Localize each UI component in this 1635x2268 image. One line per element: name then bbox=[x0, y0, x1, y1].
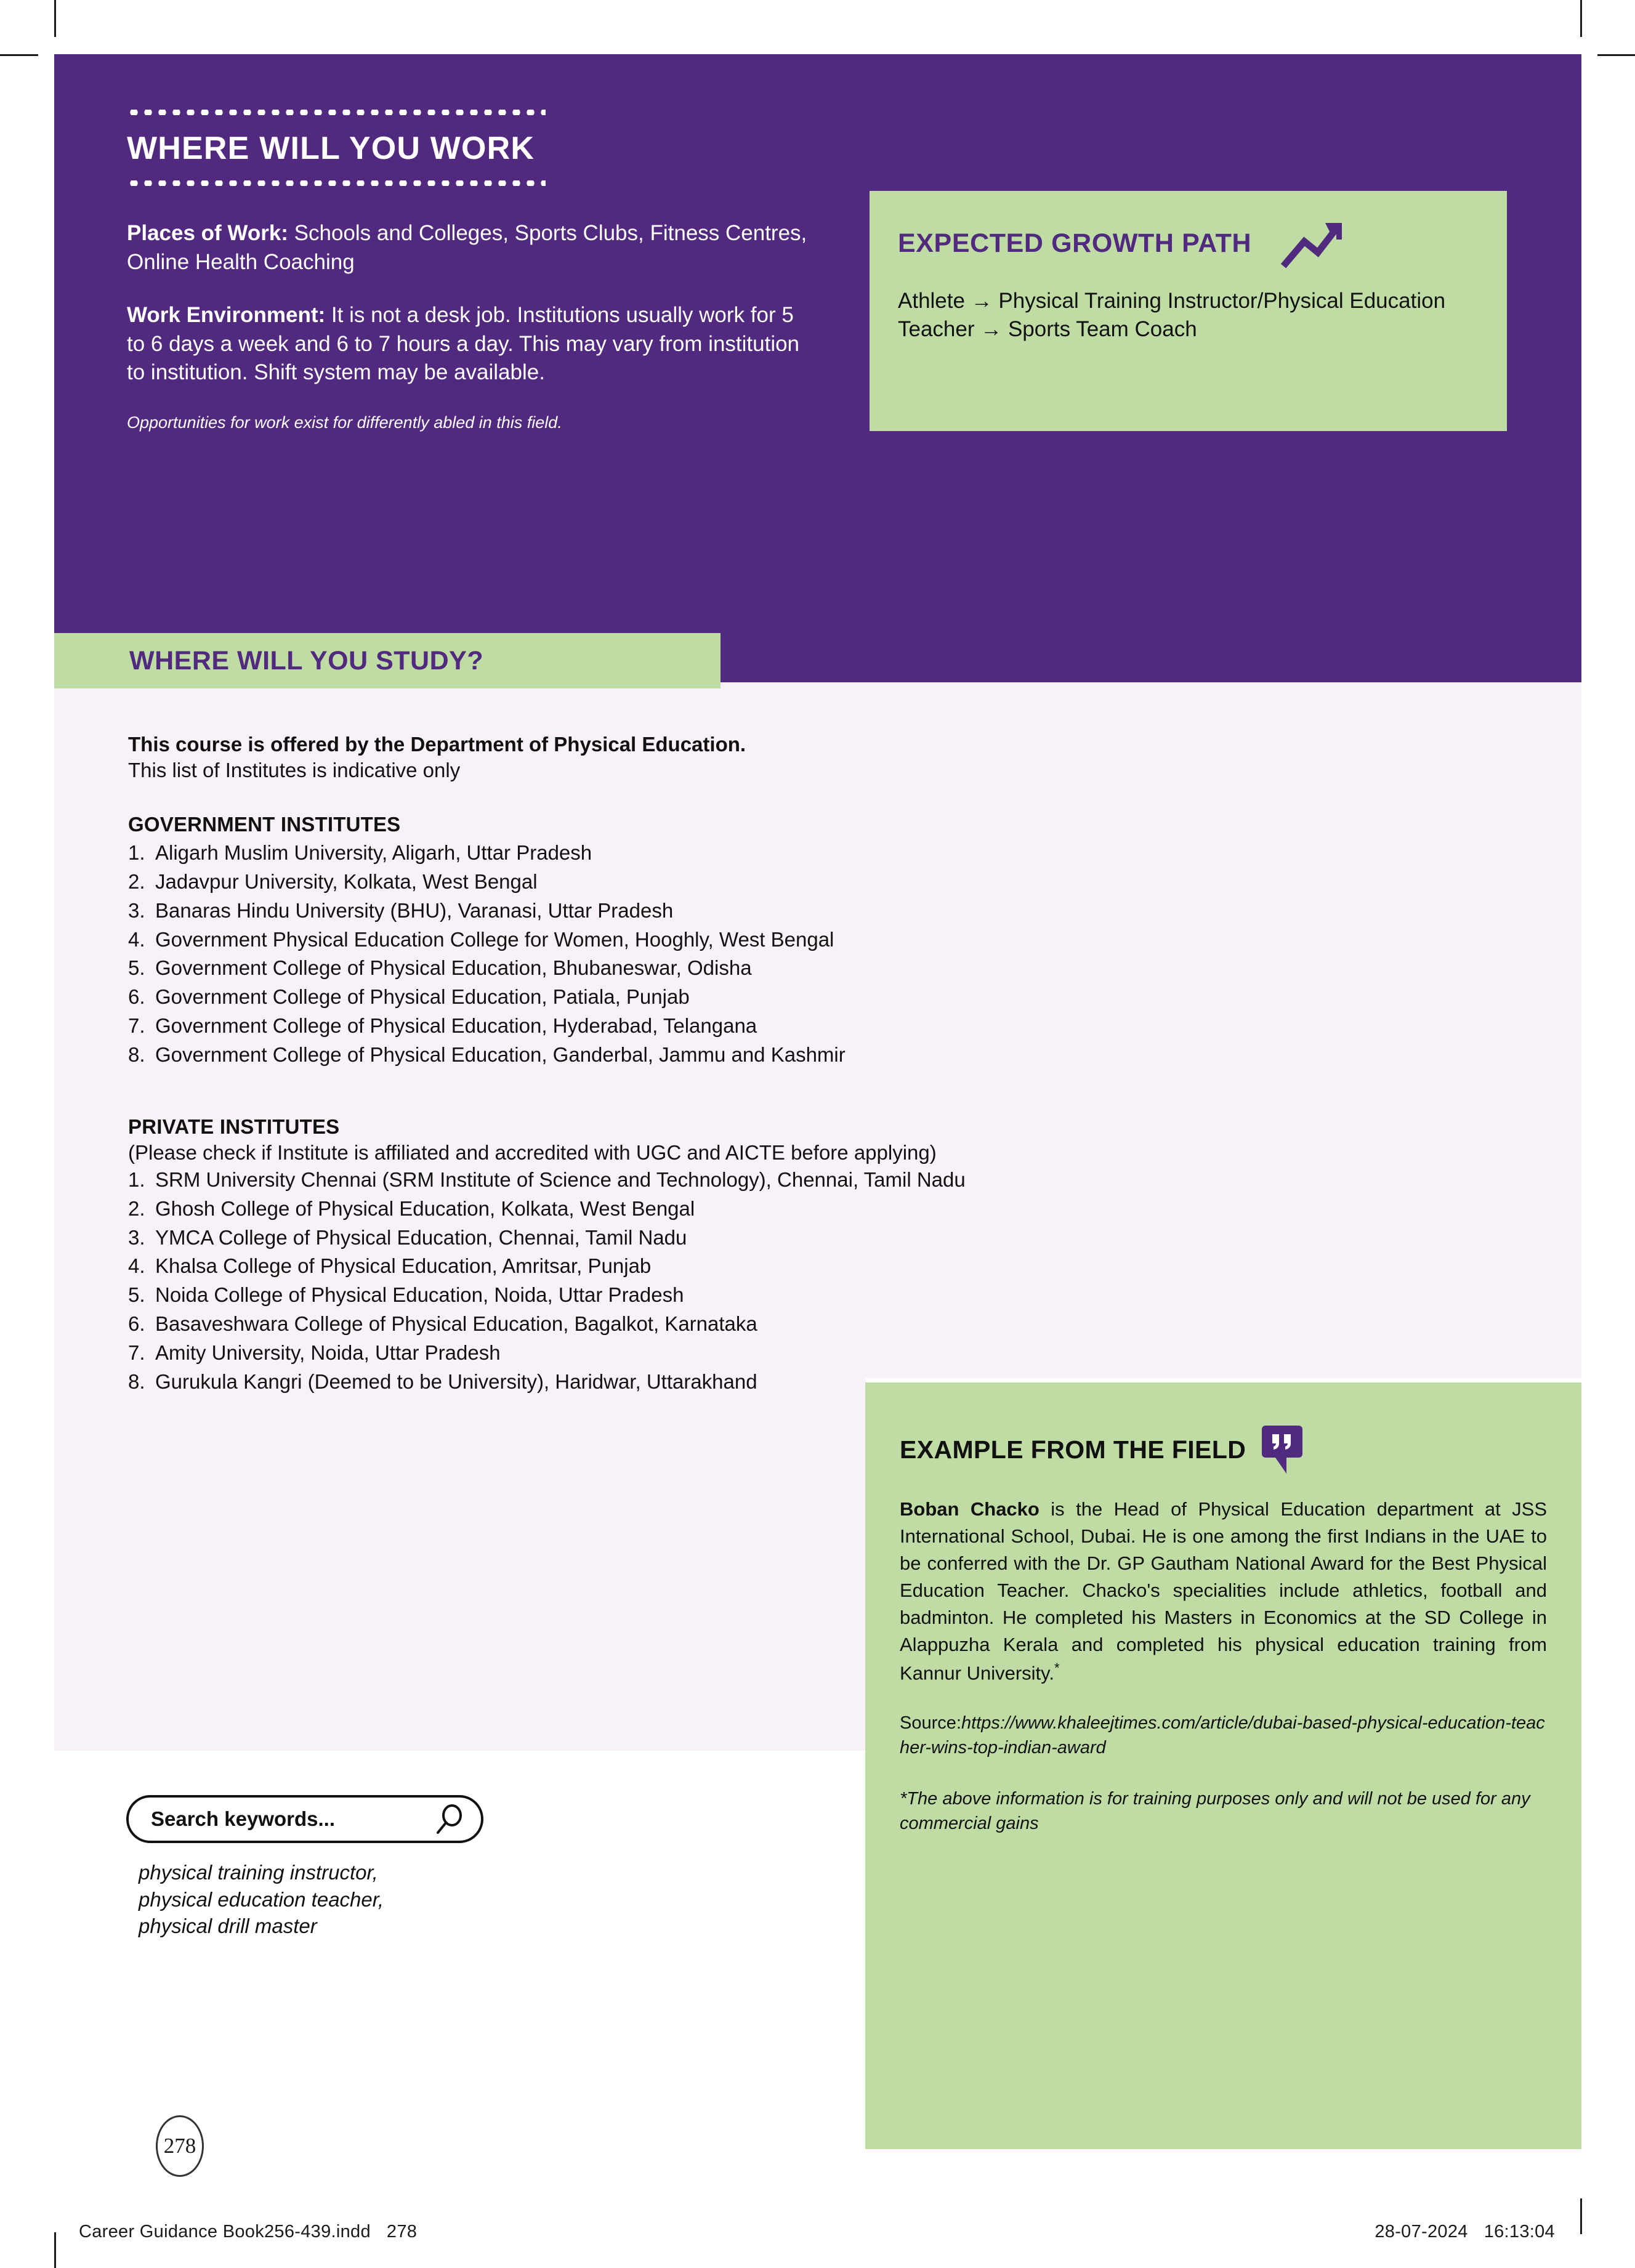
list-item-label: Basaveshwara College of Physical Education, Bagalkot, Karnataka bbox=[155, 1312, 757, 1336]
search-keyword-item: physical drill master bbox=[139, 1915, 317, 1938]
places-of-work-paragraph bbox=[127, 219, 810, 276]
list-item-label: Government College of Physical Education, Hyderabad, Telangana bbox=[155, 1014, 757, 1038]
list-item-number: 8. bbox=[128, 1370, 145, 1393]
list-item-number: 7. bbox=[128, 1341, 145, 1365]
list-item-label: Gurukula Kangri (Deemed to be University), Haridwar, Uttarakhand bbox=[155, 1370, 757, 1393]
work-environment-paragraph bbox=[127, 301, 810, 387]
list-item-number: 7. bbox=[128, 1014, 145, 1038]
list-item-number: 4. bbox=[128, 1254, 145, 1278]
crop-mark-top-right-horizontal bbox=[1597, 54, 1635, 56]
list-item bbox=[128, 1281, 1113, 1310]
list-item-label: Amity University, Noida, Uttar Pradesh bbox=[155, 1341, 501, 1365]
list-item-number: 3. bbox=[128, 1225, 145, 1249]
growth-path-text: Athlete → Physical Training Instructor/Physical Education Teacher → Sports Team Coach bbox=[898, 289, 1446, 341]
crop-mark-top-left-horizontal bbox=[0, 54, 38, 56]
search-keyword-list bbox=[139, 1859, 520, 1940]
indicative-list-note: This list of Institutes is indicative only bbox=[128, 759, 461, 781]
search-keyword-item: physical education teacher, bbox=[139, 1887, 384, 1911]
list-item bbox=[128, 1041, 1113, 1070]
list-item bbox=[128, 926, 1113, 954]
course-department-note: This course is offered by the Department of Physical Education. bbox=[128, 733, 746, 756]
dotted-rule-top bbox=[127, 110, 546, 115]
page-number-badge: 278 bbox=[156, 2115, 204, 2177]
work-environment-text: It is not a desk job. Institutions usually work for 5 to 6 days a week and 6 to 7 hours a day. This may vary from institution to institution. Shift system may be available. bbox=[127, 303, 800, 385]
list-item-number: 4. bbox=[128, 927, 145, 951]
list-item bbox=[128, 1166, 1113, 1195]
search-keyword-item: physical training instructor, bbox=[139, 1861, 378, 1884]
list-item bbox=[128, 1224, 1113, 1253]
government-institutes-heading: GOVERNMENT INSTITUTES bbox=[128, 813, 401, 836]
growth-path-header bbox=[898, 217, 1480, 270]
footer-date: 28-07-2024 bbox=[1375, 2222, 1468, 2242]
list-item bbox=[128, 868, 1113, 897]
places-of-work-label: Places of Work: bbox=[127, 221, 288, 245]
footer-file-page: 278 bbox=[386, 2222, 418, 2242]
list-item-label: Government College of Physical Education, Bhubaneswar, Odisha bbox=[155, 956, 752, 980]
example-field-text: is the Head of Physical Education department at JSS International School, Dubai. He is one among the first Indians in the UAE to be conferred with the Dr. GP Gautham National Award for the Best Physical Education Teacher. Chacko's specialities include athletics, football and badminton. He completed his Masters in Economics at the SD College in Alappuzha Kerala and completed his physical education training from Kannur University. bbox=[900, 1498, 1548, 1684]
list-item bbox=[128, 1252, 1113, 1281]
list-item-number: 8. bbox=[128, 1043, 145, 1067]
footer-file-info bbox=[79, 2222, 417, 2242]
list-item bbox=[128, 897, 1113, 926]
footer-file-name: Career Guidance Book256-439.indd bbox=[79, 2222, 371, 2242]
where-will-you-study-banner bbox=[54, 633, 721, 688]
study-content bbox=[128, 733, 1113, 1397]
search-keywords-section bbox=[126, 1795, 520, 1940]
page-title: WHERE WILL YOU WORK bbox=[127, 131, 535, 166]
accessibility-note: Opportunities for work exist for differently abled in this field. bbox=[127, 413, 562, 432]
crop-mark-top-left-vertical bbox=[54, 0, 56, 37]
list-item-label: Khalsa College of Physical Education, Amritsar, Punjab bbox=[155, 1254, 652, 1278]
list-item-number: 5. bbox=[128, 956, 145, 980]
list-item-number: 2. bbox=[128, 1197, 145, 1220]
list-item-label: Ghosh College of Physical Education, Kolkata, West Bengal bbox=[155, 1197, 695, 1220]
list-item-number: 6. bbox=[128, 985, 145, 1009]
work-environment-label: Work Environment: bbox=[127, 303, 326, 328]
source-url[interactable]: https://www.khaleejtimes.com/article/dubai-based-physical-education-teacher-wins-top-indian-award bbox=[900, 1713, 1545, 1757]
trending-up-arrow-icon bbox=[1280, 217, 1349, 270]
list-item-label: Government College of Physical Education, Patiala, Punjab bbox=[155, 985, 690, 1009]
list-item-number: 6. bbox=[128, 1312, 145, 1336]
growth-path-title: EXPECTED GROWTH PATH bbox=[898, 228, 1252, 258]
example-field-header bbox=[900, 1426, 1547, 1474]
list-spacer bbox=[128, 1070, 1113, 1115]
example-field-person: Boban Chacko bbox=[900, 1498, 1040, 1520]
list-item bbox=[128, 983, 1113, 1012]
list-item-label: Aligarh Muslim University, Aligarh, Uttar Pradesh bbox=[155, 841, 592, 864]
footnote-marker: * bbox=[1054, 1660, 1060, 1676]
footer-timestamp bbox=[1375, 2222, 1555, 2242]
search-input[interactable] bbox=[126, 1795, 483, 1843]
crop-mark-bottom-left-vertical bbox=[54, 2232, 56, 2268]
list-item-number: 1. bbox=[128, 841, 145, 864]
list-item-label: Jadavpur University, Kolkata, West Bengal bbox=[155, 870, 538, 893]
list-item bbox=[128, 1310, 1113, 1339]
example-from-the-field-card bbox=[865, 1382, 1581, 2149]
example-field-title: EXAMPLE FROM THE FIELD bbox=[900, 1435, 1246, 1464]
list-item bbox=[128, 1012, 1113, 1041]
list-item-number: 3. bbox=[128, 898, 145, 922]
dotted-rule-bottom bbox=[127, 180, 546, 186]
list-item-label: Banaras Hindu University (BHU), Varanasi, Uttar Pradesh bbox=[155, 898, 674, 922]
list-item bbox=[128, 1195, 1113, 1224]
private-institutes-heading: PRIVATE INSTITUTES bbox=[128, 1115, 340, 1138]
list-item bbox=[128, 954, 1113, 983]
example-field-body bbox=[900, 1496, 1547, 1687]
list-item-number: 5. bbox=[128, 1283, 145, 1307]
list-item bbox=[128, 1339, 1113, 1368]
places-of-work-text: Schools and Colleges, Sports Clubs, Fitness Centres, Online Health Coaching bbox=[127, 221, 807, 274]
footer-time: 16:13:04 bbox=[1484, 2222, 1555, 2242]
list-item bbox=[128, 839, 1113, 868]
search-placeholder-label: Search keywords... bbox=[151, 1807, 335, 1830]
private-institutes-list bbox=[128, 1166, 1113, 1397]
hero-body bbox=[127, 219, 810, 434]
example-field-source bbox=[900, 1711, 1547, 1760]
list-item-label: Government Physical Education College for Women, Hooghly, West Bengal bbox=[155, 927, 834, 951]
list-item-label: YMCA College of Physical Education, Chennai, Tamil Nadu bbox=[155, 1225, 687, 1249]
private-institutes-note: (Please check if Institute is affiliated and accredited with UGC and AICTE before applying) bbox=[128, 1140, 937, 1164]
source-label: Source: bbox=[900, 1713, 961, 1733]
list-item-label: SRM University Chennai (SRM Institute of Science and Technology), Chennai, Tamil Nadu bbox=[155, 1168, 966, 1191]
list-item-number: 2. bbox=[128, 870, 145, 893]
hero-content bbox=[127, 110, 866, 434]
crop-mark-bottom-right-vertical bbox=[1580, 2198, 1582, 2234]
crop-mark-top-right-vertical bbox=[1580, 0, 1582, 37]
where-will-you-study-title: WHERE WILL YOU STUDY? bbox=[129, 645, 484, 676]
government-institutes-list bbox=[128, 839, 1113, 1070]
expected-growth-path-card bbox=[870, 191, 1507, 431]
search-icon[interactable] bbox=[435, 1804, 464, 1834]
list-item-number: 1. bbox=[128, 1168, 145, 1191]
list-item-label: Noida College of Physical Education, Noida, Uttar Pradesh bbox=[155, 1283, 684, 1307]
list-item-label: Government College of Physical Education, Ganderbal, Jammu and Kashmir bbox=[155, 1043, 846, 1067]
quote-bubble-icon bbox=[1262, 1426, 1302, 1474]
example-field-disclaimer: *The above information is for training purposes only and will not be used for any commercial gains bbox=[900, 1789, 1530, 1833]
